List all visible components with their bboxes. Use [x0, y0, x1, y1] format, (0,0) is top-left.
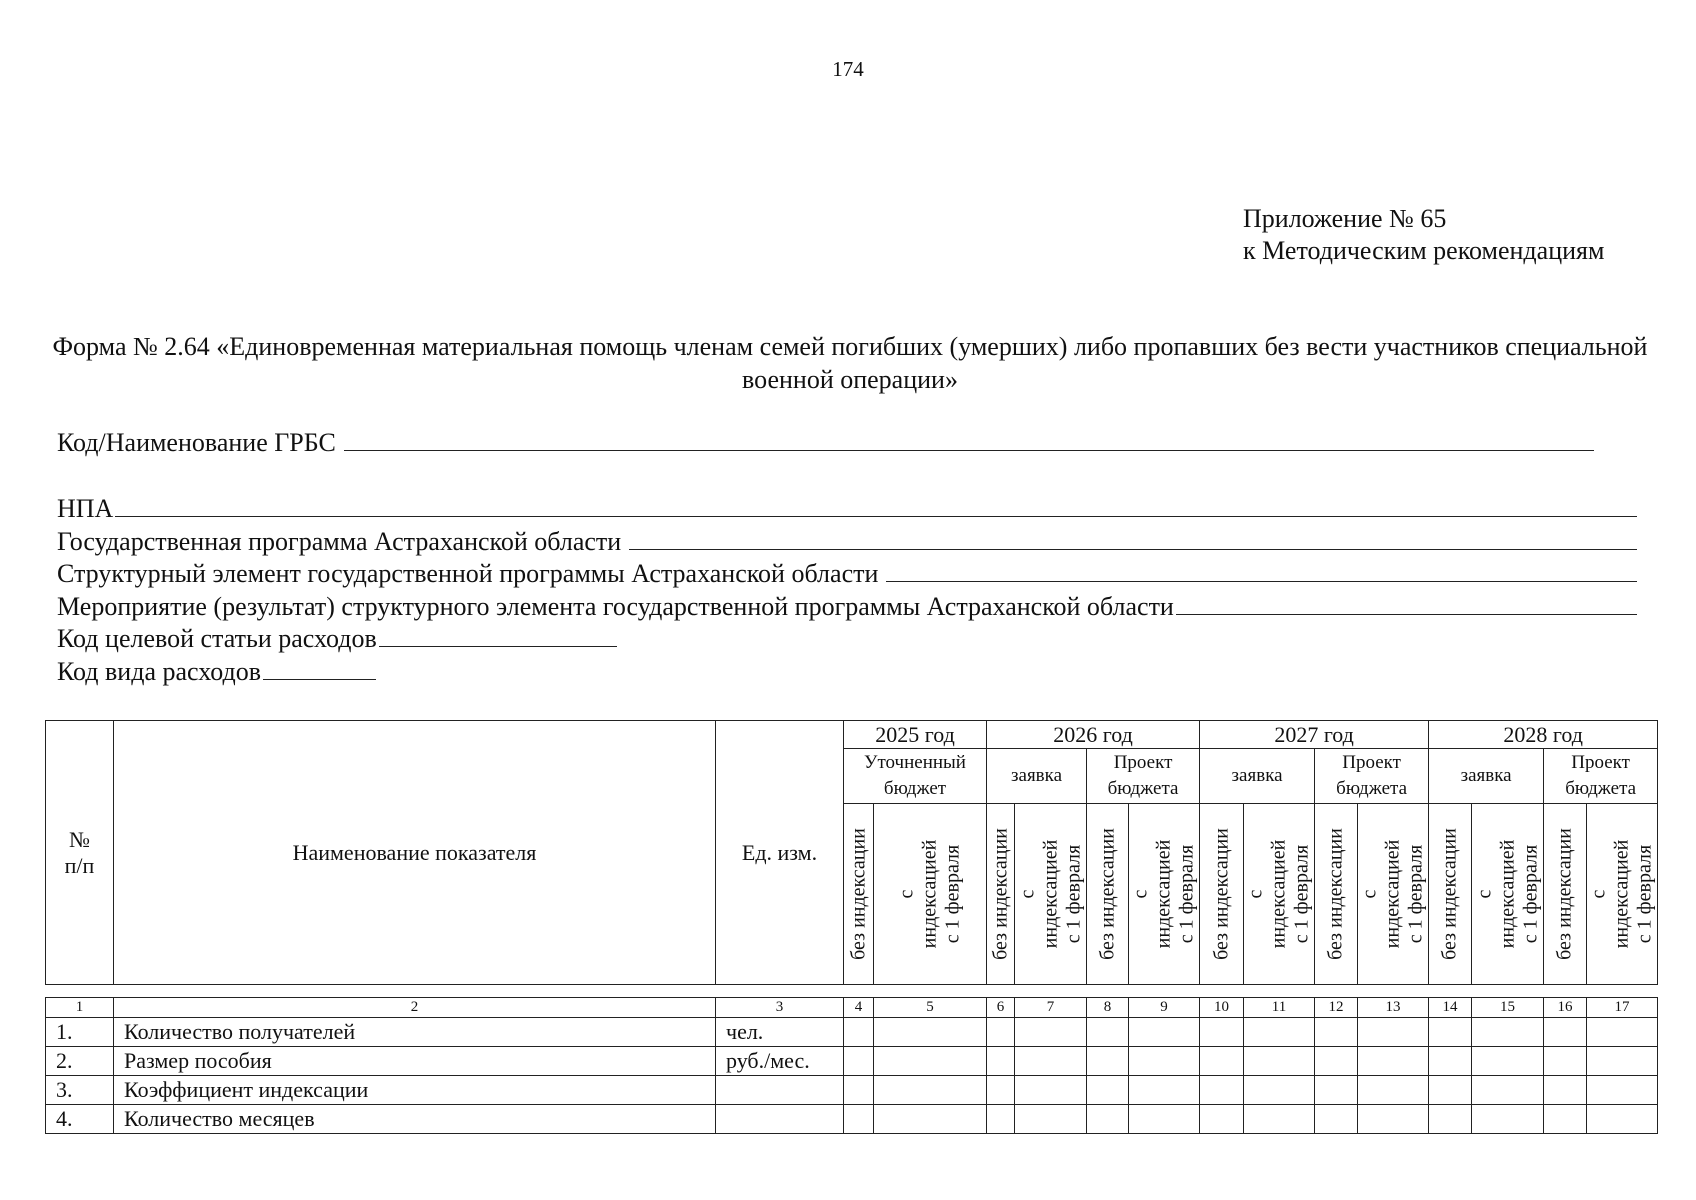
- col-number: 15: [1472, 998, 1544, 1018]
- row-number: 4.: [46, 1105, 114, 1134]
- request-2026: заявка: [987, 749, 1087, 804]
- refined-budget-2025: Уточненный бюджет: [844, 749, 987, 804]
- row-unit: [716, 1105, 844, 1134]
- project-budget-2027: Проект бюджета: [1315, 749, 1429, 804]
- with-index-col-17: с индексацией с 1 февраля: [1587, 804, 1658, 985]
- no-index-col-16: без индексации: [1544, 804, 1587, 985]
- col-number: 5: [874, 998, 987, 1018]
- col-number: 14: [1429, 998, 1472, 1018]
- col-number: 1: [46, 998, 114, 1018]
- col-number: 16: [1544, 998, 1587, 1018]
- row-unit: руб./мес.: [716, 1047, 844, 1076]
- col-name-header: Наименование показателя: [114, 721, 716, 985]
- with-index-col-9: с индексацией с 1 февраля: [1129, 804, 1200, 985]
- row-number: 1.: [46, 1018, 114, 1047]
- form-fields: [57, 494, 1637, 689]
- request-2027: заявка: [1200, 749, 1315, 804]
- no-index-col-8: без индексации: [1087, 804, 1129, 985]
- program-blank: [629, 527, 1637, 550]
- row-number: 3.: [46, 1076, 114, 1105]
- year-2027-header: 2027 год: [1200, 721, 1429, 749]
- project-budget-2026: Проект бюджета: [1087, 749, 1200, 804]
- no-index-col-6: без индексации: [987, 804, 1015, 985]
- table-row: [46, 1105, 1658, 1134]
- no-index-col-10: без индексации: [1200, 804, 1244, 985]
- col-number: 9: [1129, 998, 1200, 1018]
- npa-blank: [115, 494, 1637, 517]
- row-name: Количество получателей: [114, 1018, 716, 1047]
- form-title: Форма № 2.64 «Единовременная материальная помощь членам семей погибших (умерших) либо пропавших без вести участников специальной военной операции»: [52, 332, 1648, 394]
- grbs-field: [57, 428, 1637, 461]
- event-blank: [1176, 592, 1637, 615]
- with-index-col-11: с индексацией с 1 февраля: [1244, 804, 1315, 985]
- appendix-line-1: Приложение № 65: [1243, 204, 1447, 233]
- header-table: [45, 720, 1658, 985]
- program-label: Государственная программа Астраханской области: [57, 526, 622, 556]
- col-number: 17: [1587, 998, 1658, 1018]
- expense-type-blank: [263, 657, 376, 680]
- col-number: 2: [114, 998, 716, 1018]
- col-number: 13: [1358, 998, 1429, 1018]
- page-number: 174: [832, 57, 864, 81]
- year-2026-header: 2026 год: [987, 721, 1200, 749]
- grbs-blank: [344, 428, 1594, 451]
- target-article-blank: [379, 624, 617, 647]
- col-number: 6: [987, 998, 1015, 1018]
- no-index-col-14: без индексации: [1429, 804, 1472, 985]
- with-index-col-7: с индексацией с 1 февраля: [1015, 804, 1087, 985]
- col-num-header: № п/п: [46, 721, 114, 985]
- event-label: Мероприятие (результат) структурного элемента государственной программы Астраханской области: [57, 591, 1174, 621]
- data-table: [45, 997, 1658, 1134]
- request-2028: заявка: [1429, 749, 1544, 804]
- target-article-label: Код целевой статьи расходов: [57, 624, 377, 653]
- table-row: [46, 1076, 1658, 1105]
- npa-label: НПА: [57, 494, 114, 523]
- grbs-label: Код/Наименование ГРБС: [57, 428, 336, 457]
- row-name: Коэффициент индексации: [114, 1076, 716, 1105]
- appendix-note: [1243, 203, 1604, 267]
- row-name: Размер пособия: [114, 1047, 716, 1076]
- year-2028-header: 2028 год: [1429, 721, 1658, 749]
- row-number: 2.: [46, 1047, 114, 1076]
- with-index-col-15: с индексацией с 1 февраля: [1472, 804, 1544, 985]
- no-index-col-12: без индексации: [1315, 804, 1358, 985]
- with-index-col-5: с индексацией с 1 февраля: [874, 804, 987, 985]
- column-numbers-row: [46, 998, 1658, 1018]
- row-name: Количество месяцев: [114, 1105, 716, 1134]
- table-row: [46, 1047, 1658, 1076]
- project-budget-2028: Проект бюджета: [1544, 749, 1658, 804]
- col-number: 3: [716, 998, 844, 1018]
- with-index-col-13: с индексацией с 1 февраля: [1358, 804, 1429, 985]
- expense-type-label: Код вида расходов: [57, 656, 261, 686]
- appendix-line-2: к Методическим рекомендациям: [1243, 236, 1605, 265]
- no-index-col-4: без индексации: [844, 804, 874, 985]
- struct-element-blank: [886, 559, 1637, 582]
- col-number: 4: [844, 998, 874, 1018]
- col-number: 12: [1315, 998, 1358, 1018]
- struct-element-label: Структурный элемент государственной программы Астраханской области: [57, 559, 879, 588]
- table-row: [46, 1018, 1658, 1047]
- col-number: 8: [1087, 998, 1129, 1018]
- col-number: 10: [1200, 998, 1244, 1018]
- row-unit: чел.: [716, 1018, 844, 1047]
- col-number: 11: [1244, 998, 1315, 1018]
- col-number: 7: [1015, 998, 1087, 1018]
- col-unit-header: Ед. изм.: [716, 721, 844, 985]
- row-unit: [716, 1076, 844, 1105]
- year-2025-header: 2025 год: [844, 721, 987, 749]
